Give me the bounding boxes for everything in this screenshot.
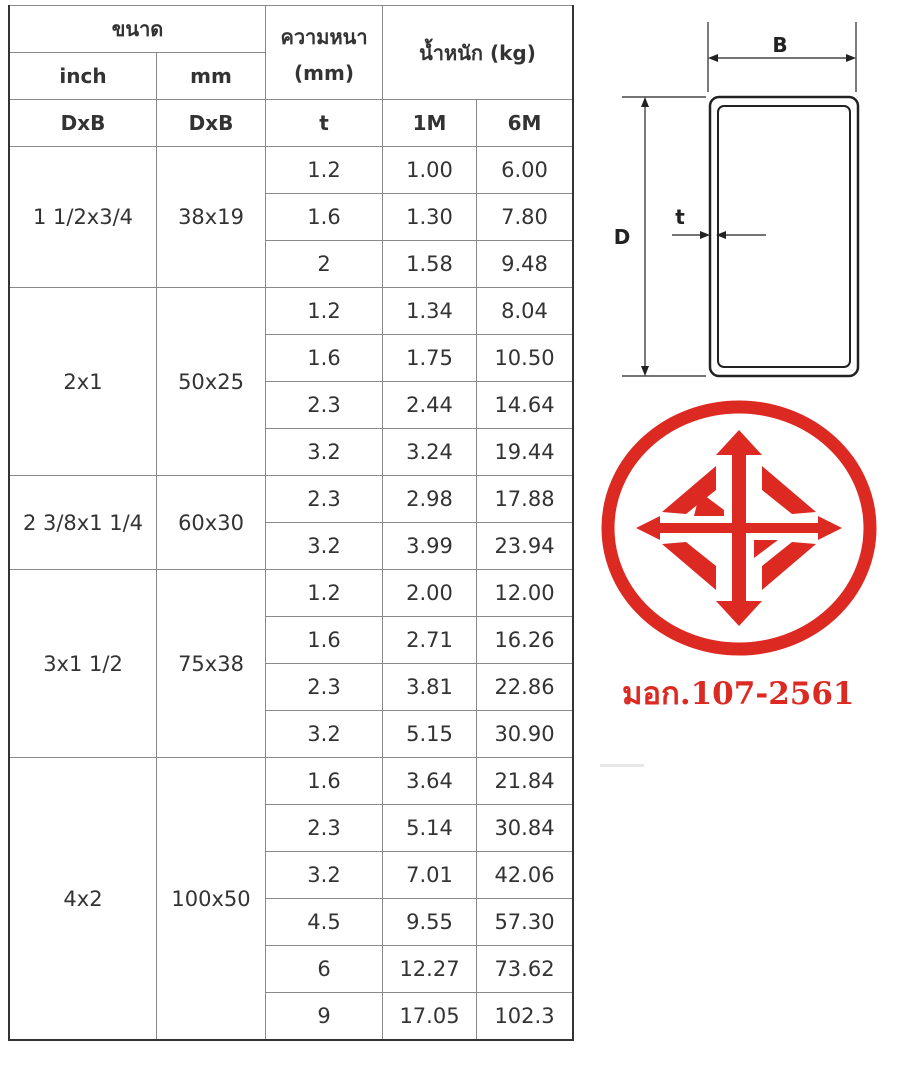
weight-1m-cell: 2.71 [383, 617, 477, 664]
size-mm-cell: 75x38 [157, 570, 266, 758]
size-inch-cell: 2x1 [9, 288, 157, 476]
weight-6m-cell: 14.64 [477, 382, 574, 429]
header-thickness-line2: (mm) [294, 60, 354, 85]
header-thickness-line1: ความหนา [280, 24, 368, 49]
thickness-cell: 1.6 [266, 194, 383, 241]
weight-6m-cell: 8.04 [477, 288, 574, 335]
b-arrowhead-left [708, 54, 718, 62]
table-row [9, 288, 573, 335]
weight-6m-cell: 12.00 [477, 570, 574, 617]
weight-6m-cell: 57.30 [477, 899, 574, 946]
thickness-cell: 1.6 [266, 758, 383, 805]
table-row [9, 476, 573, 523]
weight-1m-cell: 1.00 [383, 147, 477, 194]
tube-outer-wall [710, 97, 858, 376]
weight-1m-cell: 3.64 [383, 758, 477, 805]
thickness-cell: 2.3 [266, 476, 383, 523]
logo-upper-right-wing [762, 466, 816, 514]
b-arrowhead-right [846, 54, 856, 62]
header-mm: mm [157, 53, 266, 100]
weight-6m-cell: 6.00 [477, 147, 574, 194]
logo-lower-right-wing [762, 542, 816, 590]
weight-1m-cell: 3.24 [383, 429, 477, 476]
thickness-cell: 3.2 [266, 711, 383, 758]
thickness-cell: 6 [266, 946, 383, 993]
decorative-dash [600, 764, 644, 767]
weight-6m-cell: 23.94 [477, 523, 574, 570]
tis-standard-number: มอก.107-2561 [622, 676, 855, 712]
thickness-cell: 2.3 [266, 805, 383, 852]
spec-table-body [9, 147, 573, 1041]
header-inch: inch [9, 53, 157, 100]
label-b: B [772, 33, 788, 57]
thickness-cell: 2 [266, 241, 383, 288]
size-mm-cell: 100x50 [157, 758, 266, 1041]
size-mm-cell: 60x30 [157, 476, 266, 570]
weight-1m-cell: 12.27 [383, 946, 477, 993]
label-t: t [675, 205, 685, 229]
header-dxb-inch: DxB [9, 100, 157, 147]
logo-lower-left-wing [662, 542, 716, 590]
label-d: D [613, 225, 631, 249]
header-1m: 1M [383, 100, 477, 147]
weight-1m-cell: 3.81 [383, 664, 477, 711]
weight-1m-cell: 3.99 [383, 523, 477, 570]
weight-1m-cell: 5.14 [383, 805, 477, 852]
thickness-cell: 3.2 [266, 852, 383, 899]
tis-standard-logo [600, 400, 878, 660]
thickness-cell: 2.3 [266, 382, 383, 429]
weight-6m-cell: 10.50 [477, 335, 574, 382]
header-dxb-mm: DxB [157, 100, 266, 147]
weight-6m-cell: 30.84 [477, 805, 574, 852]
size-inch-cell: 2 3/8x1 1/4 [9, 476, 157, 570]
logo-top-spike [716, 430, 762, 455]
thickness-cell: 2.3 [266, 664, 383, 711]
logo-right-inner-shape [754, 540, 778, 558]
weight-6m-cell: 21.84 [477, 758, 574, 805]
weight-6m-cell: 9.48 [477, 241, 574, 288]
size-inch-cell: 4x2 [9, 758, 157, 1041]
t-arrowhead-left [700, 231, 710, 239]
table-row [9, 758, 573, 805]
thickness-cell: 3.2 [266, 429, 383, 476]
weight-6m-cell: 22.86 [477, 664, 574, 711]
weight-6m-cell: 16.26 [477, 617, 574, 664]
logo-left-tip [636, 516, 660, 540]
header-t: t [266, 100, 383, 147]
weight-1m-cell: 2.98 [383, 476, 477, 523]
weight-1m-cell: 5.15 [383, 711, 477, 758]
thickness-cell: 4.5 [266, 899, 383, 946]
weight-1m-cell: 1.34 [383, 288, 477, 335]
weight-1m-cell: 1.58 [383, 241, 477, 288]
header-weight: น้ำหนัก (kg) [383, 6, 574, 100]
size-inch-cell: 1 1/2x3/4 [9, 147, 157, 288]
logo-emblem [636, 430, 842, 626]
thickness-cell: 3.2 [266, 523, 383, 570]
thickness-cell: 1.2 [266, 288, 383, 335]
weight-1m-cell: 2.00 [383, 570, 477, 617]
spec-table [8, 5, 574, 1041]
weight-6m-cell: 7.80 [477, 194, 574, 241]
weight-6m-cell: 19.44 [477, 429, 574, 476]
logo-bottom-spike [716, 601, 762, 626]
size-inch-cell: 3x1 1/2 [9, 570, 157, 758]
table-row [9, 570, 573, 617]
logo-right-tip [818, 516, 842, 540]
d-arrowhead-bottom [641, 366, 649, 376]
weight-1m-cell: 7.01 [383, 852, 477, 899]
thickness-cell: 1.2 [266, 570, 383, 617]
weight-6m-cell: 42.06 [477, 852, 574, 899]
weight-1m-cell: 17.05 [383, 993, 477, 1041]
d-arrowhead-top [641, 97, 649, 107]
size-mm-cell: 50x25 [157, 288, 266, 476]
thickness-cell: 1.6 [266, 335, 383, 382]
header-thickness [266, 6, 383, 100]
tube-inner-wall [718, 106, 850, 367]
header-size: ขนาด [9, 6, 266, 53]
weight-1m-cell: 2.44 [383, 382, 477, 429]
size-mm-cell: 38x19 [157, 147, 266, 288]
weight-6m-cell: 102.3 [477, 993, 574, 1041]
weight-1m-cell: 9.55 [383, 899, 477, 946]
thickness-cell: 9 [266, 993, 383, 1041]
thickness-cell: 1.6 [266, 617, 383, 664]
tube-cross-section-diagram [600, 18, 900, 383]
weight-1m-cell: 1.30 [383, 194, 477, 241]
weight-6m-cell: 30.90 [477, 711, 574, 758]
weight-1m-cell: 1.75 [383, 335, 477, 382]
thickness-cell: 1.2 [266, 147, 383, 194]
weight-6m-cell: 17.88 [477, 476, 574, 523]
table-row [9, 147, 573, 194]
header-6m: 6M [477, 100, 574, 147]
weight-6m-cell: 73.62 [477, 946, 574, 993]
logo-center-bar [658, 523, 820, 533]
